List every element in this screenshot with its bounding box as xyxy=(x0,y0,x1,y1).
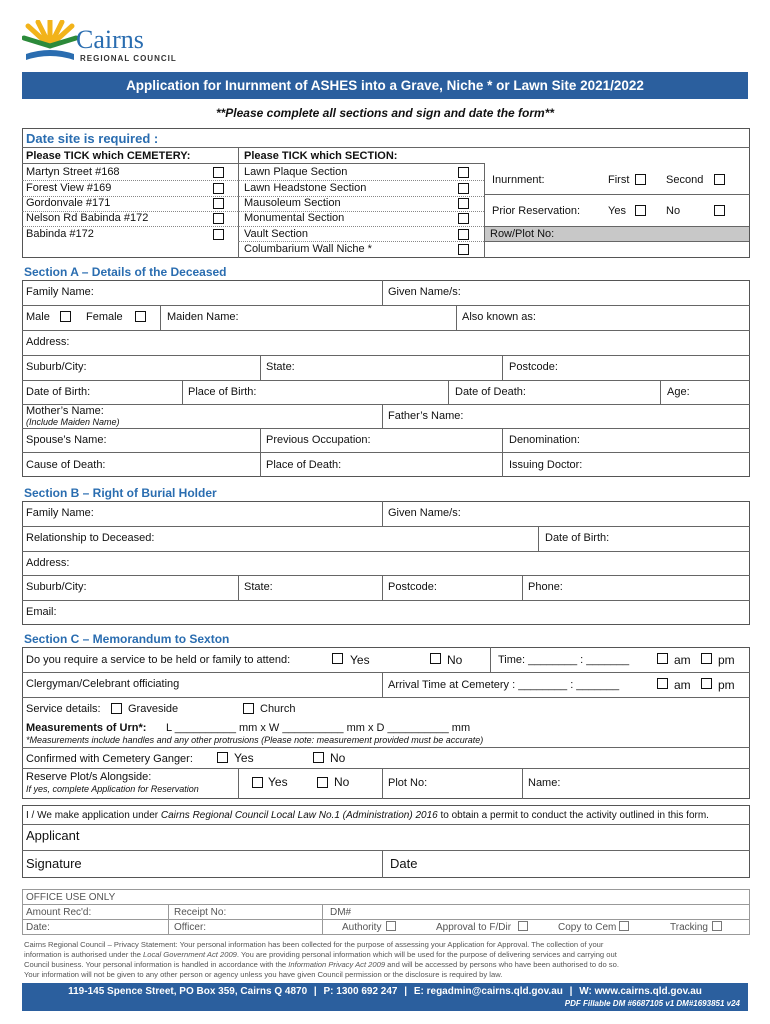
amount-label: Amount Rec'd: xyxy=(26,907,92,918)
a-suburb-label: Suburb/City: xyxy=(26,361,87,373)
inurnment-label: Inurnment: xyxy=(492,174,545,186)
a-age-label: Age: xyxy=(667,386,690,398)
page-subtitle: **Please complete all sections and sign and date the form** xyxy=(215,106,555,120)
authority-label: Authority xyxy=(342,922,382,933)
receipt-label: Receipt No: xyxy=(174,907,227,918)
section-monumental-checkbox[interactable] xyxy=(458,213,469,224)
footer-phone: P: 1300 692 247 xyxy=(323,986,398,997)
page-title: Application for Inurnment of ASHES into a Grave, Niche * or Lawn Site 2021/2022 xyxy=(126,78,644,93)
maiden-name-label: Maiden Name: xyxy=(167,311,239,323)
church-label: Church xyxy=(260,703,296,715)
section-b-table xyxy=(22,501,750,625)
also-known-label: Also known as: xyxy=(462,311,536,323)
b-address-label: Address: xyxy=(26,557,70,569)
footer-web[interactable]: W: www.cairns.qld.gov.au xyxy=(579,986,702,997)
reserve-yes-label: Yes xyxy=(268,775,288,789)
b-suburb-label: Suburb/City: xyxy=(26,581,87,593)
logo xyxy=(22,20,182,68)
reserve-yes-checkbox[interactable] xyxy=(252,777,263,788)
arrival-pm-checkbox[interactable] xyxy=(701,678,712,689)
time-pm-checkbox[interactable] xyxy=(701,653,712,664)
clergy-label: Clergyman/Celebrant officiating xyxy=(26,678,180,690)
cemetery-nelson-rd: Nelson Rd Babinda #172 xyxy=(26,212,149,224)
arrival-time-field[interactable]: Arrival Time at Cemetery : ________ : _______ xyxy=(388,679,620,691)
reserve-no-label: No xyxy=(334,775,350,789)
cause-death-label: Cause of Death: xyxy=(26,459,106,471)
b-given-names-label: Given Name/s: xyxy=(388,507,461,519)
cemetery-babinda-checkbox[interactable] xyxy=(213,229,224,240)
relationship-label: Relationship to Deceased: xyxy=(26,532,155,544)
palm-logo-icon xyxy=(22,20,78,64)
section-vault-checkbox[interactable] xyxy=(458,229,469,240)
reserve-name-label: Name: xyxy=(528,777,561,789)
first-label: First xyxy=(608,174,630,186)
cemetery-martyn-checkbox[interactable] xyxy=(213,167,224,178)
place-death-label: Place of Death: xyxy=(266,459,342,471)
a-postcode-label: Postcode: xyxy=(509,361,558,373)
first-checkbox[interactable] xyxy=(635,174,646,185)
a-pob-label: Place of Birth: xyxy=(188,386,257,398)
mother-name-note: (Include Maiden Name) xyxy=(26,417,120,427)
prior-no-checkbox[interactable] xyxy=(714,205,725,216)
a-address-label: Address: xyxy=(26,336,70,348)
measurements-label: Measurements of Urn*: xyxy=(26,722,147,734)
father-name-label: Father’s Name: xyxy=(388,410,464,422)
service-no-label: No xyxy=(447,653,463,667)
ganger-label: Confirmed with Cemetery Ganger: xyxy=(26,753,193,765)
male-checkbox[interactable] xyxy=(60,311,71,322)
copy-label: Copy to Cem xyxy=(558,922,617,933)
female-label: Female xyxy=(86,311,123,323)
b-dob-label: Date of Birth: xyxy=(545,532,610,544)
authority-checkbox[interactable] xyxy=(386,921,396,931)
service-no-checkbox[interactable] xyxy=(430,653,441,664)
a-family-name-label: Family Name: xyxy=(26,286,94,298)
section-lawn-headstone-checkbox[interactable] xyxy=(458,183,469,194)
section-a-heading: Section A – Details of the Deceased xyxy=(24,265,227,279)
tracking-label: Tracking xyxy=(670,922,708,933)
a-dob-label: Date of Birth: xyxy=(26,386,91,398)
service-question: Do you require a service to be held or family to attend: xyxy=(26,654,291,666)
footer-address: 119-145 Spence Street, PO Box 359, Cairns Q 4870 xyxy=(68,986,308,997)
date-site-heading: Date site is required : xyxy=(26,131,159,146)
time-pm-label: pm xyxy=(718,653,735,667)
logo-sub: REGIONAL COUNCIL xyxy=(80,54,177,63)
office-use-heading: OFFICE USE ONLY xyxy=(26,892,116,903)
footer-ref: PDF Fillable DM #6687105 v1 DM#1693851 v24 xyxy=(564,999,740,1008)
cemetery-forest-view-checkbox[interactable] xyxy=(213,183,224,194)
no-label: No xyxy=(666,205,681,217)
reserve-no-checkbox[interactable] xyxy=(317,777,328,788)
b-email-label: Email: xyxy=(26,606,57,618)
cemetery-gordonvale-checkbox[interactable] xyxy=(213,198,224,209)
row-plot-field[interactable] xyxy=(485,226,749,242)
section-b-heading: Section B – Right of Burial Holder xyxy=(24,486,217,500)
section-a-table xyxy=(22,280,750,477)
ganger-no-label: No xyxy=(330,751,346,765)
title-bar xyxy=(22,72,748,99)
section-lawn-plaque: Lawn Plaque Section xyxy=(244,166,348,178)
arrival-am-label: am xyxy=(674,678,691,692)
cemetery-gordonvale: Gordonvale #171 xyxy=(26,197,111,209)
a-state-label: State: xyxy=(266,361,295,373)
prior-reservation-label: Prior Reservation: xyxy=(492,205,581,217)
reserve-note: If yes, complete Application for Reservation xyxy=(26,784,199,794)
b-family-name-label: Family Name: xyxy=(26,507,94,519)
occupation-label: Previous Occupation: xyxy=(266,434,371,446)
dm-label: DM# xyxy=(330,907,352,918)
time-field[interactable]: Time: ________ : _______ xyxy=(498,654,630,666)
graveside-checkbox[interactable] xyxy=(111,703,122,714)
arrival-am-checkbox[interactable] xyxy=(657,678,668,689)
a-dod-label: Date of Death: xyxy=(455,386,526,398)
prior-yes-checkbox[interactable] xyxy=(635,205,646,216)
ganger-no-checkbox[interactable] xyxy=(313,752,324,763)
copy-checkbox[interactable] xyxy=(619,921,629,931)
signature-label: Signature xyxy=(26,856,82,871)
cemetery-martyn: Martyn Street #168 xyxy=(26,166,120,178)
plot-no-label: Plot No: xyxy=(388,777,428,789)
mother-name-label: Mother’s Name: xyxy=(26,405,104,417)
ganger-yes-checkbox[interactable] xyxy=(217,752,228,763)
logo-name: Cairns xyxy=(76,25,144,54)
row-plot-label: Row/Plot No: xyxy=(490,228,555,240)
footer-email[interactable]: E: regadmin@cairns.qld.gov.au xyxy=(413,986,563,997)
time-am-checkbox[interactable] xyxy=(657,653,668,664)
approval-checkbox[interactable] xyxy=(518,921,528,931)
footer-bar: 119-145 Spence Street, PO Box 359, Cairns Q 4870 | P: 1300 692 247 | E: regadmin@cairns.qld.gov.au | W: www.cairns.qld.gov.au PDF Fillable DM #6687105 v1 DM#1693851 v24 xyxy=(22,983,748,1011)
b-state-label: State: xyxy=(244,581,273,593)
section-lawn-headstone: Lawn Headstone Section xyxy=(244,182,367,194)
section-columbarium-checkbox[interactable] xyxy=(458,244,469,255)
arrival-pm-label: pm xyxy=(718,678,735,692)
ganger-yes-label: Yes xyxy=(234,751,254,765)
service-yes-label: Yes xyxy=(350,653,370,667)
second-checkbox[interactable] xyxy=(714,174,725,185)
section-mausoleum: Mausoleum Section xyxy=(244,197,341,209)
privacy-statement: Cairns Regional Council – Privacy Statement: Your personal information has been collected for the purpose of assessing your Application for Approval. The collection of your information is authorised under the Local Government Act 2009. You are providing personal information which will be used for the purpose of delivering services and carrying out Council business. Your personal information is handled in accordance with the Information Privacy Act 2009 and will be accessed by persons who have been authorised to do so. Your information will not be given to any other person or agency unless you have given Council permission or the disclosure is required by law. xyxy=(24,940,619,979)
section-mausoleum-checkbox[interactable] xyxy=(458,198,469,209)
female-checkbox[interactable] xyxy=(135,311,146,322)
approval-label: Approval to F/Dir xyxy=(436,922,512,933)
declaration-text: I / We make application under Cairns Regional Council Local Law No.1 (Administration) 2016 to obtain a permit to conduct the activity outlined in this form. xyxy=(26,810,709,821)
measurements-field[interactable]: L __________ mm x W __________ mm x D __________ mm xyxy=(166,722,471,734)
second-label: Second xyxy=(666,174,704,186)
a-given-names-label: Given Name/s: xyxy=(388,286,461,298)
section-heading: Please TICK which SECTION: xyxy=(244,150,398,162)
reserve-label: Reserve Plot/s Alongside: xyxy=(26,771,152,783)
yes-label: Yes xyxy=(608,205,626,217)
section-c-heading: Section C – Memorandum to Sexton xyxy=(24,632,230,646)
section-vault: Vault Section xyxy=(244,228,309,240)
time-am-label: am xyxy=(674,653,691,667)
service-details-label: Service details: xyxy=(26,703,101,715)
cemetery-nelson-rd-checkbox[interactable] xyxy=(213,213,224,224)
service-yes-checkbox[interactable] xyxy=(332,653,343,664)
spouse-name-label: Spouse’s Name: xyxy=(26,434,107,446)
measurements-note: *Measurements include handles and any other protrusions (Please note: measurement provided must be accurate) xyxy=(26,735,484,745)
b-postcode-label: Postcode: xyxy=(388,581,437,593)
tracking-checkbox[interactable] xyxy=(712,921,722,931)
male-label: Male xyxy=(26,311,50,323)
denomination-label: Denomination: xyxy=(509,434,580,446)
officer-label: Officer: xyxy=(174,922,207,933)
graveside-label: Graveside xyxy=(128,703,179,715)
office-date-label: Date: xyxy=(26,922,50,933)
b-phone-label: Phone: xyxy=(528,581,563,593)
cemetery-babinda: Babinda #172 xyxy=(26,228,94,240)
section-monumental: Monumental Section xyxy=(244,212,345,224)
applicant-label: Applicant xyxy=(26,828,80,843)
issuing-doctor-label: Issuing Doctor: xyxy=(509,459,583,471)
cemetery-heading: Please TICK which CEMETERY: xyxy=(26,150,191,162)
section-lawn-plaque-checkbox[interactable] xyxy=(458,167,469,178)
church-checkbox[interactable] xyxy=(243,703,254,714)
section-columbarium: Columbarium Wall Niche * xyxy=(244,243,372,255)
date-label: Date xyxy=(390,856,418,871)
cemetery-forest-view: Forest View #169 xyxy=(26,182,112,194)
